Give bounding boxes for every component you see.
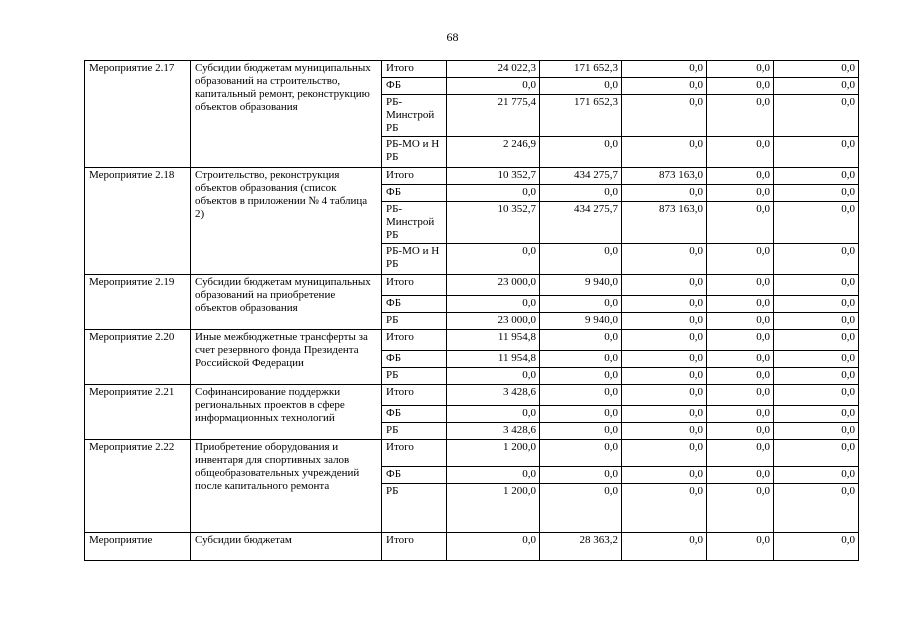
- amount-cell: 0,0: [447, 467, 540, 484]
- amount-cell: 21 775,4: [447, 95, 540, 137]
- amount-cell: 0,0: [707, 61, 774, 78]
- funding-source: ФБ: [382, 78, 447, 95]
- amount-cell: 0,0: [540, 440, 622, 467]
- amount-cell: 0,0: [622, 95, 707, 137]
- amount-cell: 0,0: [707, 484, 774, 533]
- amount-cell: 0,0: [622, 368, 707, 385]
- amount-cell: 0,0: [707, 406, 774, 423]
- amount-cell: 0,0: [707, 185, 774, 202]
- activity-code: Мероприятие 2.18: [85, 168, 191, 275]
- amount-cell: 1 200,0: [447, 440, 540, 467]
- funding-source: Итого: [382, 330, 447, 351]
- page-number: 68: [446, 30, 459, 44]
- amount-cell: 0,0: [707, 423, 774, 440]
- funding-source: РБ-МО и Н РБ: [382, 137, 447, 168]
- funding-source: ФБ: [382, 467, 447, 484]
- amount-cell: 0,0: [447, 296, 540, 313]
- amount-cell: 0,0: [622, 330, 707, 351]
- amount-cell: 0,0: [447, 368, 540, 385]
- amount-cell: 0,0: [774, 533, 859, 561]
- activity-description: Софинансирование поддержки региональных проектов в сфере информационных технологий: [191, 385, 382, 440]
- funding-source: Итого: [382, 440, 447, 467]
- activity-code: Мероприятие 2.22: [85, 440, 191, 533]
- amount-cell: 24 022,3: [447, 61, 540, 78]
- amount-cell: 0,0: [540, 351, 622, 368]
- amount-cell: 0,0: [774, 330, 859, 351]
- funding-source: РБ-Минстрой РБ: [382, 95, 447, 137]
- activity-code: Мероприятие 2.17: [85, 61, 191, 168]
- amount-cell: 0,0: [540, 467, 622, 484]
- activity-description: Субсидии бюджетам муниципальных образований на строительство, капитальный ремонт, реконструкцию объектов образования: [191, 61, 382, 168]
- activity-description: Строительство, реконструкция объектов образования (список объектов в приложении № 4 таблица 2): [191, 168, 382, 275]
- amount-cell: 0,0: [774, 275, 859, 296]
- funding-source: Итого: [382, 168, 447, 185]
- table-row: [85, 275, 859, 296]
- amount-cell: 0,0: [774, 467, 859, 484]
- amount-cell: 0,0: [622, 533, 707, 561]
- amount-cell: 0,0: [622, 137, 707, 168]
- amount-cell: 9 940,0: [540, 313, 622, 330]
- amount-cell: 3 428,6: [447, 385, 540, 406]
- amount-cell: 0,0: [707, 244, 774, 275]
- amount-cell: 0,0: [447, 406, 540, 423]
- activity-code: Мероприятие 2.21: [85, 385, 191, 440]
- amount-cell: 171 652,3: [540, 61, 622, 78]
- amount-cell: 0,0: [707, 467, 774, 484]
- table-row: [85, 61, 859, 78]
- amount-cell: 0,0: [540, 385, 622, 406]
- amount-cell: 0,0: [447, 244, 540, 275]
- amount-cell: 0,0: [540, 137, 622, 168]
- amount-cell: 0,0: [707, 368, 774, 385]
- funding-source: РБ-МО и Н РБ: [382, 244, 447, 275]
- amount-cell: 0,0: [707, 95, 774, 137]
- funding-source: ФБ: [382, 185, 447, 202]
- amount-cell: 0,0: [774, 202, 859, 244]
- amount-cell: 0,0: [622, 313, 707, 330]
- funding-source: РБ-Минстрой РБ: [382, 202, 447, 244]
- amount-cell: 0,0: [540, 330, 622, 351]
- amount-cell: 0,0: [622, 296, 707, 313]
- amount-cell: 0,0: [622, 61, 707, 78]
- activity-code: Мероприятие 2.20: [85, 330, 191, 385]
- amount-cell: 0,0: [622, 423, 707, 440]
- funding-source: Итого: [382, 533, 447, 561]
- amount-cell: 171 652,3: [540, 95, 622, 137]
- amount-cell: 434 275,7: [540, 168, 622, 185]
- amount-cell: 0,0: [540, 78, 622, 95]
- amount-cell: 23 000,0: [447, 313, 540, 330]
- table-row: [85, 168, 859, 185]
- table-row: [85, 385, 859, 406]
- table-row: [85, 533, 859, 561]
- amount-cell: 0,0: [774, 244, 859, 275]
- amount-cell: 0,0: [774, 168, 859, 185]
- amount-cell: 0,0: [707, 385, 774, 406]
- amount-cell: 0,0: [707, 330, 774, 351]
- amount-cell: 0,0: [622, 440, 707, 467]
- amount-cell: 0,0: [707, 275, 774, 296]
- amount-cell: 0,0: [540, 185, 622, 202]
- table-row: [85, 440, 859, 467]
- amount-cell: 2 246,9: [447, 137, 540, 168]
- amount-cell: 0,0: [540, 296, 622, 313]
- amount-cell: 0,0: [774, 313, 859, 330]
- amount-cell: 0,0: [774, 185, 859, 202]
- funding-source: ФБ: [382, 351, 447, 368]
- amount-cell: 0,0: [622, 185, 707, 202]
- amount-cell: 0,0: [540, 406, 622, 423]
- amount-cell: 873 163,0: [622, 202, 707, 244]
- amount-cell: 23 000,0: [447, 275, 540, 296]
- funding-source: РБ: [382, 313, 447, 330]
- amount-cell: 0,0: [707, 313, 774, 330]
- amount-cell: 0,0: [622, 406, 707, 423]
- amount-cell: 0,0: [707, 202, 774, 244]
- amount-cell: 10 352,7: [447, 202, 540, 244]
- amount-cell: 0,0: [707, 168, 774, 185]
- amount-cell: 10 352,7: [447, 168, 540, 185]
- amount-cell: 0,0: [774, 61, 859, 78]
- funding-source: РБ: [382, 368, 447, 385]
- funding-source: РБ: [382, 484, 447, 533]
- amount-cell: 0,0: [540, 244, 622, 275]
- amount-cell: 0,0: [622, 244, 707, 275]
- amount-cell: 0,0: [774, 440, 859, 467]
- amount-cell: 0,0: [707, 137, 774, 168]
- amount-cell: 0,0: [774, 368, 859, 385]
- amount-cell: 0,0: [774, 423, 859, 440]
- amount-cell: 0,0: [774, 296, 859, 313]
- amount-cell: 0,0: [707, 296, 774, 313]
- activity-description: Иные межбюджетные трансферты за счет резервного фонда Президента Российской Федерации: [191, 330, 382, 385]
- amount-cell: 0,0: [774, 406, 859, 423]
- activity-code: Мероприятие 2.19: [85, 275, 191, 330]
- amount-cell: 0,0: [622, 385, 707, 406]
- activity-description: Субсидии бюджетам: [191, 533, 382, 561]
- amount-cell: 0,0: [447, 185, 540, 202]
- amount-cell: 0,0: [622, 275, 707, 296]
- funding-source: Итого: [382, 275, 447, 296]
- funding-source: ФБ: [382, 296, 447, 313]
- table-row: [85, 330, 859, 351]
- amount-cell: 0,0: [774, 385, 859, 406]
- amount-cell: 11 954,8: [447, 351, 540, 368]
- budget-table: [84, 60, 859, 561]
- amount-cell: 0,0: [774, 95, 859, 137]
- amount-cell: 434 275,7: [540, 202, 622, 244]
- amount-cell: 0,0: [707, 351, 774, 368]
- amount-cell: 0,0: [774, 351, 859, 368]
- amount-cell: 1 200,0: [447, 484, 540, 533]
- amount-cell: 873 163,0: [622, 168, 707, 185]
- amount-cell: 0,0: [540, 423, 622, 440]
- amount-cell: 0,0: [774, 78, 859, 95]
- amount-cell: 28 363,2: [540, 533, 622, 561]
- amount-cell: 3 428,6: [447, 423, 540, 440]
- funding-source: Итого: [382, 385, 447, 406]
- amount-cell: 0,0: [707, 440, 774, 467]
- amount-cell: 0,0: [447, 78, 540, 95]
- amount-cell: 0,0: [622, 467, 707, 484]
- amount-cell: 0,0: [774, 484, 859, 533]
- amount-cell: 0,0: [622, 78, 707, 95]
- funding-source: Итого: [382, 61, 447, 78]
- amount-cell: 0,0: [707, 78, 774, 95]
- amount-cell: 0,0: [447, 533, 540, 561]
- amount-cell: 9 940,0: [540, 275, 622, 296]
- amount-cell: 0,0: [540, 484, 622, 533]
- amount-cell: 0,0: [622, 351, 707, 368]
- activity-code: Мероприятие: [85, 533, 191, 561]
- activity-description: Приобретение оборудования и инвентаря для спортивных залов общеобразовательных учреждений после капитального ремонта: [191, 440, 382, 533]
- amount-cell: 0,0: [622, 484, 707, 533]
- amount-cell: 11 954,8: [447, 330, 540, 351]
- amount-cell: 0,0: [707, 533, 774, 561]
- activity-description: Субсидии бюджетам муниципальных образований на приобретение объектов образования: [191, 275, 382, 330]
- funding-source: РБ: [382, 423, 447, 440]
- amount-cell: 0,0: [540, 368, 622, 385]
- funding-source: ФБ: [382, 406, 447, 423]
- amount-cell: 0,0: [774, 137, 859, 168]
